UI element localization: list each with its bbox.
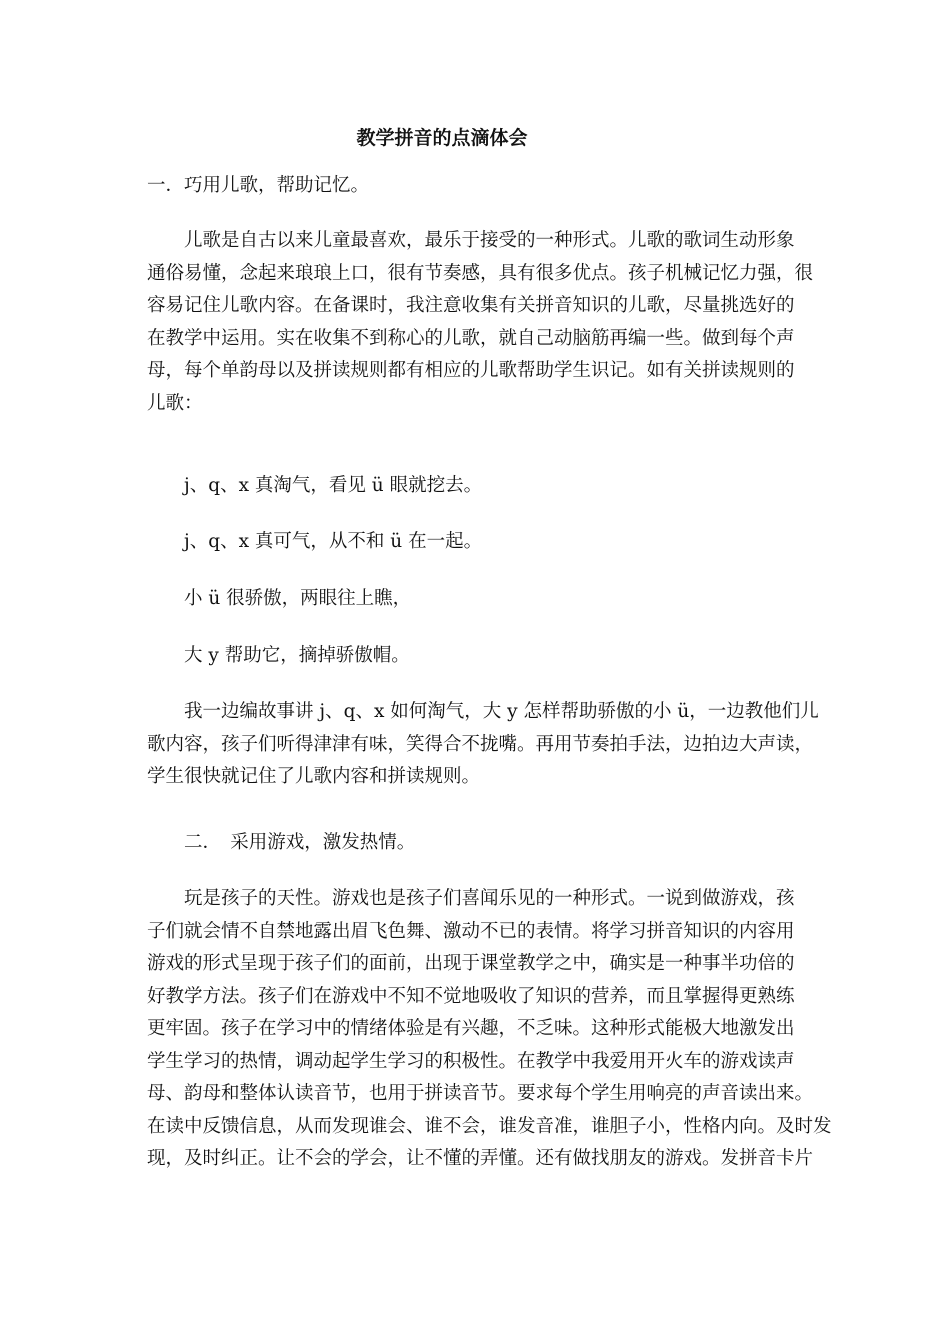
- paragraph-2: [147, 696, 819, 794]
- paragraph-line: 学生很快就记住了儿歌内容和拼读规则。: [147, 766, 481, 787]
- paragraph-line: 玩是孩子的天性。游戏也是孩子们喜闻乐见的一种形式。一说到做游戏，孩: [184, 888, 795, 909]
- paragraph-line: 通俗易懂，念起来琅琅上口，很有节奏感，具有很多优点。孩子机械记忆力强，很: [147, 262, 814, 284]
- rhyme-line-1: j、q、x 真淘气，看见 ü 眼就挖去。: [184, 475, 483, 496]
- paragraph-line: 我一边编故事讲 j、q、x 如何淘气，大 y 怎样帮助骄傲的小 ü，一边教他们儿: [184, 701, 819, 722]
- rhyme-line-2: j、q、x 真可气，从不和 ü 在一起。: [184, 531, 483, 552]
- paragraph-line: 歌内容，孩子们听得津津有味，笑得合不拢嘴。再用节奏拍手法，边拍边大声读，: [147, 733, 814, 755]
- paragraph-line: 游戏的形式呈现于孩子们的面前，出现于课堂教学之中，确实是一种事半功倍的: [147, 953, 795, 974]
- paragraph-line: 儿歌是自古以来儿童最喜欢，最乐于接受的一种形式。儿歌的歌词生动形象: [184, 230, 795, 251]
- paragraph-1: [147, 225, 814, 420]
- paragraph-line: 在教学中运用。实在收集不到称心的儿歌，就自己动脑筋再编一些。做到每个声: [147, 327, 795, 349]
- document-title: 教学拼音的点滴体会: [356, 127, 528, 149]
- paragraph-3: [147, 883, 832, 1176]
- rhyme-line-4: 大 y 帮助它，摘掉骄傲帽。: [184, 645, 410, 666]
- section1-heading: 一．巧用儿歌，帮助记忆。: [147, 175, 370, 196]
- paragraph-line: 现，及时纠正。让不会的学会，让不懂的弄懂。还有做找朋友的游戏。发拼音卡片: [147, 1148, 814, 1169]
- paragraph-line: 子们就会情不自禁地露出眉飞色舞、激动不已的表情。将学习拼音知识的内容用: [147, 920, 795, 942]
- paragraph-line: 更牢固。孩子在学习中的情绪体验是有兴趣，不乏味。这种形式能极大地激发出: [147, 1018, 795, 1039]
- rhyme-line-3: 小 ü 很骄傲，两眼往上瞧，: [184, 588, 412, 609]
- paragraph-line: 母，每个单韵母以及拼读规则都有相应的儿歌帮助学生识记。如有关拼读规则的: [147, 360, 795, 381]
- paragraph-line: 母、韵母和整体认读音节，也用于拼读音节。要求每个学生用响亮的声音读出来。: [147, 1083, 814, 1104]
- section2-heading: 二． 采用游戏，激发热情。: [184, 832, 416, 853]
- paragraph-line: 好教学方法。孩子们在游戏中不知不觉地吸收了知识的营养，而且掌握得更熟练: [147, 985, 795, 1007]
- paragraph-line: 学生学习的热情，调动起学生学习的积极性。在教学中我爱用开火车的游戏读声: [147, 1050, 795, 1072]
- paragraph-line: 容易记住儿歌内容。在备课时，我注意收集有关拼音知识的儿歌，尽量挑选好的: [147, 295, 795, 316]
- paragraph-line: 儿歌：: [147, 392, 203, 414]
- paragraph-line: 在读中反馈信息，从而发现谁会、谁不会，谁发音准，谁胆子小，性格内向。及时发: [147, 1115, 832, 1137]
